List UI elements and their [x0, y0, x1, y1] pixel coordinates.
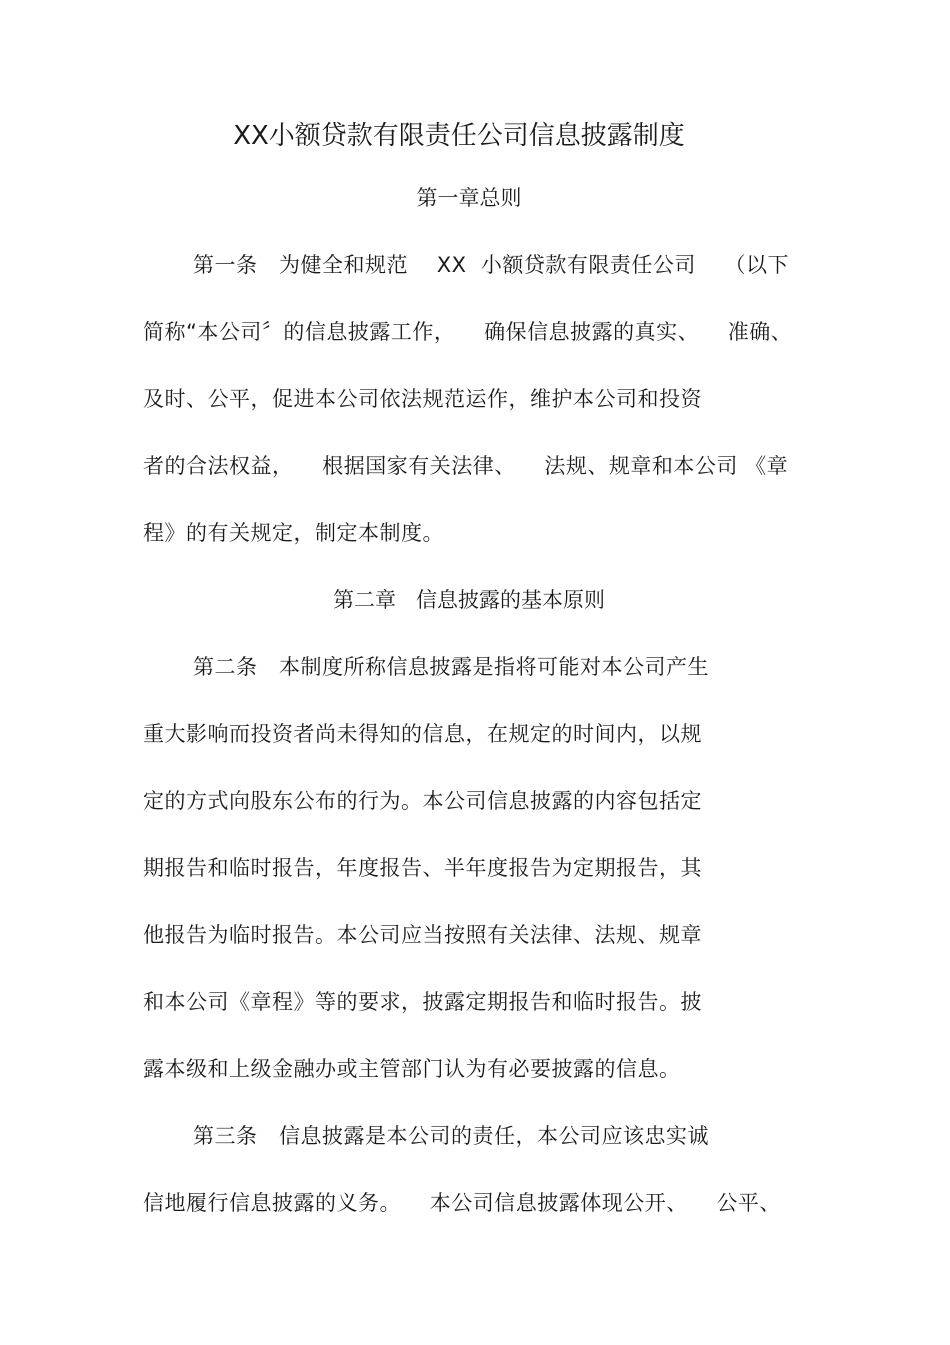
article-3-line-1: 第三条 信息披露是本公司的责任，本公司应该忠实诚 — [193, 1124, 710, 1148]
article-2-line-4: 期报告和临时报告，年度报告、半年度报告为定期报告，其 — [143, 856, 702, 880]
article-1-line-1: 第一条 为健全和规范 XX 小额贷款有限责任公司 （以下 — [193, 253, 790, 277]
article-2-line-2: 重大影响而投资者尚未得知的信息，在规定的时间内，以规 — [143, 722, 702, 746]
article-2-line-3: 定的方式向股东公布的行为。本公司信息披露的内容包括定 — [143, 789, 702, 813]
article-1-line-3: 及时、公平，促进本公司依法规范运作，维护本公司和投资 — [143, 387, 702, 411]
article-1-line-4: 者的合法权益， 根据国家有关法律、 法规、规章和本公司 《章 — [143, 454, 789, 478]
article-1-line-5: 程》的有关规定，制定本制度。 — [143, 521, 444, 545]
article-3-line-2: 信地履行信息披露的义务。 本公司信息披露体现公开、 公平、 — [143, 1191, 781, 1215]
chapter-heading-2: 第二章 信息披露的基本原则 — [332, 588, 606, 612]
article-2-line-6: 和本公司《章程》等的要求，披露定期报告和临时报告。披 — [143, 990, 702, 1014]
article-1-line-2: 简称“本公司〞的信息披露工作， 确保信息披露的真实、 准确、 — [143, 320, 793, 344]
article-2-line-5: 他报告为临时报告。本公司应当按照有关法律、法规、规章 — [143, 923, 702, 947]
chapter-heading-1: 第一章总则 — [416, 186, 522, 210]
article-2-line-1: 第二条 本制度所称信息披露是指将可能对本公司产生 — [193, 655, 710, 679]
document-title: XX小额贷款有限责任公司信息披露制度 — [233, 121, 685, 151]
article-2-line-7: 露本级和上级金融办或主管部门认为有必要披露的信息。 — [143, 1057, 681, 1081]
